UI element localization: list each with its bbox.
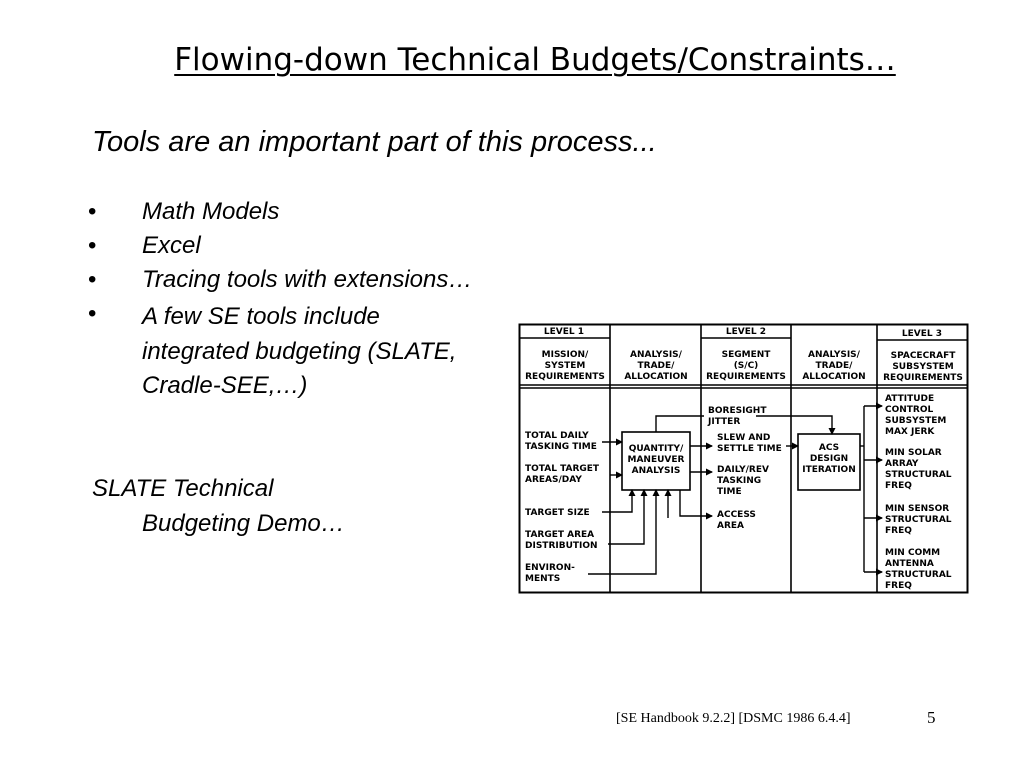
header-mission xyxy=(525,350,605,382)
output-line: MIN SENSOR xyxy=(885,504,950,514)
segment-daily-rev-tasking-time xyxy=(717,465,769,497)
budget-flowdown-diagram xyxy=(518,322,970,596)
header-spacecraft xyxy=(883,351,963,383)
acs-box-line: DESIGN xyxy=(809,454,849,464)
input-line: DISTRIBUTION xyxy=(525,541,598,551)
header-line: SPACECRAFT xyxy=(890,351,956,361)
header-line: ANALYSIS/ xyxy=(808,350,860,360)
segment-slew-and-settle-time xyxy=(717,433,782,454)
header-analysis-1 xyxy=(624,350,687,382)
output-line: SUBSYSTEM xyxy=(885,416,947,426)
header-line: TRADE/ xyxy=(815,361,853,371)
output-line: ARRAY xyxy=(885,459,919,469)
input-total-target-areas xyxy=(525,464,600,485)
analysis-box-line: ANALYSIS xyxy=(631,466,681,476)
output-line: MIN COMM xyxy=(885,548,941,558)
segment-line: TIME xyxy=(717,487,742,497)
header-segment xyxy=(706,350,786,382)
header-line: (S/C) xyxy=(733,361,759,371)
output-line: MIN SOLAR xyxy=(885,448,942,458)
output-min-solar-array xyxy=(885,448,952,491)
bullet-marker: • xyxy=(88,198,97,225)
header-line: TRADE/ xyxy=(637,361,675,371)
header-line: SUBSYSTEM xyxy=(892,362,954,372)
output-line: ATTITUDE xyxy=(885,394,935,404)
footer-reference: [SE Handbook 9.2.2] [DSMC 1986 6.4.4] xyxy=(616,711,851,726)
demo-note-line2: Budgeting Demo… xyxy=(142,509,345,537)
input-line: TOTAL DAILY xyxy=(525,431,589,441)
header-analysis-2 xyxy=(802,350,865,382)
input-line: MENTS xyxy=(525,574,561,584)
demo-note xyxy=(92,472,345,541)
input-environments xyxy=(525,563,575,584)
segment-line: TASKING xyxy=(717,476,762,486)
header-line: SEGMENT xyxy=(721,350,771,360)
input-line: TASKING TIME xyxy=(525,442,597,452)
header-line: REQUIREMENTS xyxy=(706,372,786,382)
output-min-sensor xyxy=(885,504,952,536)
level-3-label: LEVEL 3 xyxy=(901,329,943,339)
segment-line: SETTLE TIME xyxy=(717,444,782,454)
header-line: ALLOCATION xyxy=(802,372,866,382)
segment-line: ACCESS xyxy=(717,510,756,520)
output-line: ANTENNA xyxy=(885,559,934,569)
output-line: FREQ xyxy=(885,581,912,591)
output-line: STRUCTURAL xyxy=(885,515,952,525)
acs-box-line: ACS xyxy=(818,443,840,453)
slide-number: 5 xyxy=(927,708,936,727)
output-min-comm-antenna xyxy=(885,548,952,591)
input-target-area-distribution xyxy=(525,530,598,551)
input-line: AREAS/DAY xyxy=(525,475,582,485)
output-attitude-control xyxy=(885,394,946,437)
segment-line: JITTER xyxy=(708,417,741,427)
input-total-daily-tasking-time xyxy=(525,431,597,452)
output-line: STRUCTURAL xyxy=(885,570,952,580)
slide-title: Flowing-down Technical Budgets/Constraints… xyxy=(174,42,896,78)
input-line: TARGET AREA xyxy=(525,530,595,540)
output-line: MAX JERK xyxy=(885,427,935,437)
bullet-marker: • xyxy=(88,266,97,293)
header-line: REQUIREMENTS xyxy=(883,373,963,383)
input-line: TOTAL TARGET xyxy=(525,464,600,474)
level-2-label: LEVEL 2 xyxy=(725,327,767,337)
segment-access-area xyxy=(717,510,756,531)
segment-line: SLEW AND xyxy=(717,433,771,443)
output-line: FREQ xyxy=(885,526,912,536)
header-line: REQUIREMENTS xyxy=(525,372,605,382)
output-line: STRUCTURAL xyxy=(885,470,952,480)
acs-box-line: ITERATION xyxy=(802,465,856,475)
input-line: ENVIRON- xyxy=(525,563,575,573)
input-line: TARGET SIZE xyxy=(525,508,590,518)
input-target-size xyxy=(525,508,590,518)
bullet-text: Tracing tools with extensions… xyxy=(142,266,473,293)
segment-line: AREA xyxy=(717,521,745,531)
level-1-label: LEVEL 1 xyxy=(543,327,585,337)
analysis-box-line: QUANTITY/ xyxy=(628,444,684,454)
header-line: MISSION/ xyxy=(541,350,589,360)
bullet-text: A few SE tools include integrated budgeting (SLATE, Cradle-SEE,…) xyxy=(142,303,457,399)
bullet-marker: • xyxy=(88,300,97,327)
bullet-text: Excel xyxy=(142,232,201,259)
bullet-text: Math Models xyxy=(142,198,280,225)
header-line: ALLOCATION xyxy=(624,372,688,382)
demo-note-line1: SLATE Technical xyxy=(92,475,274,502)
slide-subtitle: Tools are an important part of this process... xyxy=(92,126,657,158)
output-line: FREQ xyxy=(885,481,912,491)
header-line: ANALYSIS/ xyxy=(630,350,682,360)
header-line: SYSTEM xyxy=(544,361,586,371)
segment-line: BORESIGHT xyxy=(708,406,767,416)
output-line: CONTROL xyxy=(885,405,934,415)
analysis-box-line: MANEUVER xyxy=(627,455,685,465)
segment-line: DAILY/REV xyxy=(717,465,769,475)
bullet-marker: • xyxy=(88,232,97,259)
